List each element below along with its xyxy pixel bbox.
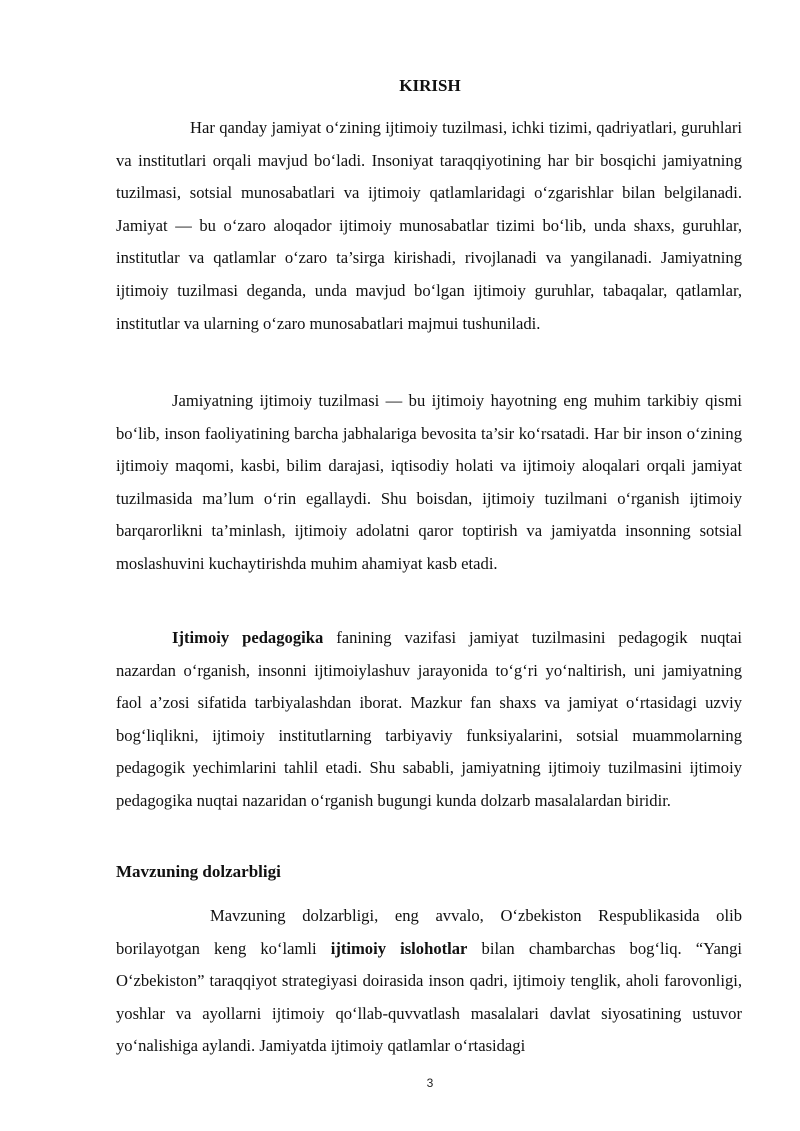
paragraph-relevance-rest: bilan chambarchas bog‘liq. “Yangi O‘zbekiston” taraqqiyot strategiyasi doirasida inson qadri, ijtimoiy tenglik, aholi farovonligi, yoshlar va ayollarni ijtimoiy qo‘llab-quvvatlash masalalari davlat siyosatining ustuvor yo‘nalishiga aylandi. Jamiyatda ijtimoiy qatlamlar o‘rtasidagi [116, 938, 743, 1056]
bold-term-social-reforms: ijtimoiy islohotlar [330, 938, 468, 958]
paragraph-pedagogy [116, 622, 742, 818]
section-heading: Mavzuning dolzarbligi [116, 862, 281, 881]
paragraph-relevance-start: Mavzuning dolzarbligi, eng avvalo, O‘zbekiston Respublikasida olib borilayotgan keng ko‘lamli [116, 906, 742, 958]
page-number: 3 [426, 1076, 434, 1090]
paragraph-pedagogy-text: fanining vazifasi jamiyat tuzilmasini pedagogik nuqtai nazardan o‘rganish, insonni ijtimoiylashuv jarayonida to‘g‘ri yo‘naltirish, uni jamiyatning faol a’zosi sifatida tarbiyalashdan iborat. Mazkur fan shaxs va jamiyat o‘rtasidagi uzviy bog‘liqlikni, ijtimoiy institutlarning tarbiyaviy funksiyalarini, sotsial muammolarning pedagogik yechimlarini tahlil etadi. Shu sababli, jamiyatning ijtimoiy tuzilmasini ijtimoiy pedagogika nuqtai nazaridan o‘rganish bugungi kunda dolzarb masalalardan biridir. [116, 628, 742, 810]
paragraph-relevance [116, 900, 742, 1063]
page-title: KIRISH [399, 76, 461, 95]
paragraph-intro: Har qanday jamiyat o‘zining ijtimoiy tuzilmasi, ichki tizimi, qadriyatlari, guruhlari va institutlari orqali mavjud bo‘ladi. Insoniyat taraqqiyotining har bir bosqichi jamiyatning tuzilmasi, sotsial munosabatlari va ijtimoiy qatlamlaridagi o‘zgarishlar bilan belgilanadi. Jamiyat — bu o‘zaro aloqador ijtimoiy munosabatlar tizimi bo‘lib, unda shaxs, guruhlar, institutlar va qatlamlar o‘zaro ta’sirga kirishadi, rivojlanadi va yangilanadi. Jamiyatning ijtimoiy tuzilmasi deganda, unda mavjud bo‘lgan ijtimoiy guruhlar, tabaqalar, qatlamlar, institutlar va ularning o‘zaro munosabatlari majmui tushuniladi. [116, 118, 742, 333]
bold-term-social-pedagogy: Ijtimoiy pedagogika [172, 628, 324, 647]
paragraph-structure: Jamiyatning ijtimoiy tuzilmasi — bu ijtimoiy hayotning eng muhim tarkibiy qismi bo‘lib, inson faoliyatining barcha jabhalariga bevosita ta’sir ko‘rsatadi. Har bir inson o‘zining ijtimoiy maqomi, kasbi, bilim darajasi, iqtisodiy holati va ijtimoiy aloqalari orqali jamiyat tuzilmasida ma’lum o‘rin egallaydi. Shu boisdan, ijtimoiy tuzilmani o‘rganish ijtimoiy barqarorlikni ta’minlash, ijtimoiy adolatni qaror toptirish va jamiyatda insonning sotsial moslashuvini kuchaytirishda muhim ahamiyat kasb etadi. [116, 391, 742, 573]
